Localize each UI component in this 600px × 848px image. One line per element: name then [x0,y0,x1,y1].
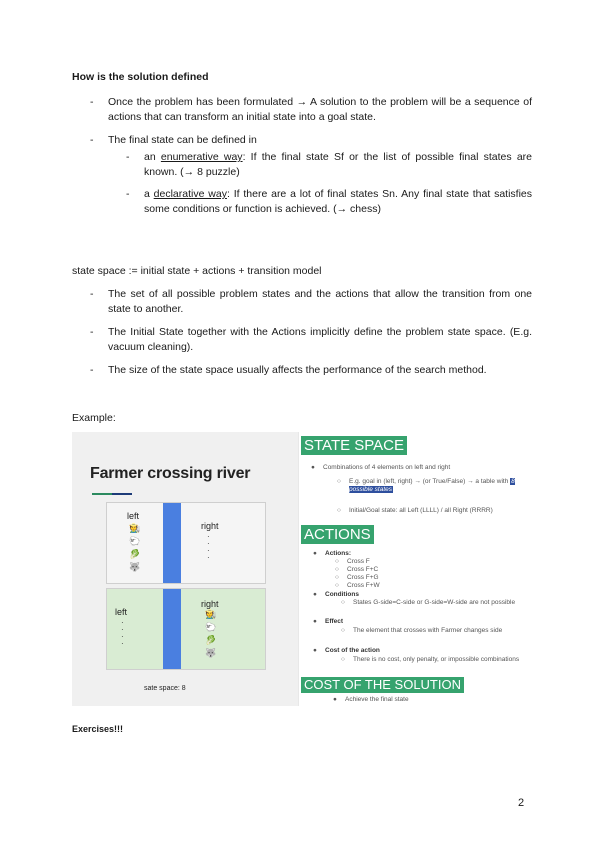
section-heading-state-space: state space := initial state + actions + transition model [72,265,322,277]
state-space-caption: sate space: 8 [144,685,186,692]
circle-bullet-icon: ○ [335,566,339,573]
state-space-line1: Combinations of 4 elements on left and right [323,464,451,471]
action-item: Cross F [347,558,370,565]
state-space-line3: Initial/Goal state: all Left (LLLL) / all Right (RRRR) [349,507,493,514]
dash-marker: - [90,326,94,338]
circle-bullet-icon: ○ [341,599,345,606]
action-item: Cross F+G [347,574,379,581]
dash-marker: - [126,188,130,200]
cost-solution-line1: Achieve the final state [345,696,409,703]
conditions-text: States G-side=C-side or G-side=W-side are not possible [353,599,516,606]
bullet-dot-icon: ● [313,647,317,654]
farmer-slide-image [72,432,298,706]
empty-slots-dots: · · · · [121,618,124,648]
cost-label: Cost of the action [325,647,380,654]
farmer-icon: 🧑‍🌾 [129,523,141,533]
state-space-title: STATE SPACE [301,436,407,455]
dash-marker: - [90,364,94,376]
right-bank-label: right [201,521,219,531]
cabbage-icon: 🥬 [205,635,217,645]
dash-marker: - [90,288,94,300]
right-bank-label: right [201,599,219,609]
left-bank-label: left [115,607,128,617]
conditions-label: Conditions [325,591,359,598]
bullet-text: The Initial State together with the Actions implicitly define the problem state space. (E.g. vacuum cleaning). [108,326,532,353]
circle-bullet-icon: ○ [337,478,341,485]
example-label: Example: [72,412,116,424]
cabbage-icon: 🥬 [129,549,141,559]
effect-text: The element that crosses with Farmer changes side [353,627,503,634]
notes-slide-image [298,432,530,706]
wolf-icon: 🐺 [205,648,217,658]
bullet-dot-icon: ● [313,591,317,598]
highlighted-text: 8 possible states [349,478,515,493]
sub-bullet-item [72,187,532,217]
bullet-dot-icon: ● [311,464,315,471]
bullet-text: The final state can be defined in [108,134,257,146]
effect-label: Effect [325,618,344,625]
bullet-item [72,325,532,355]
bullet-text: Once the problem has been formulated → A solution to the problem will be a sequence of actions that can transform an initial state into a goal state. [108,96,532,123]
bullet-item [72,287,532,317]
circle-bullet-icon: ○ [335,574,339,581]
cost-text: There is no cost, only penalty, or impossible combinations [353,656,520,663]
actions-title: ACTIONS [301,525,374,544]
bullet-dot-icon: ● [313,550,317,557]
sub-bullet-rest: : If the final state Sf or the list of possible final states are known. (→ 8 puzzle) [144,151,533,178]
state-box-initial [106,502,266,584]
river-strip [163,589,181,669]
page-number: 2 [518,797,525,809]
left-bank-label: left [127,511,140,521]
sub-bullet-rest: : If there are a lot of final states Sn. Any final state that satisfies some conditions or function is achieved. (→ chess) [144,188,533,215]
state-space-line2-text: E.g. goal in (left, right) → (or True/False) → a table with [349,478,511,485]
dash-marker: - [90,134,94,146]
farmer-icon: 🧑‍🌾 [205,609,217,619]
bullet-text: The size of the state space usually affects the performance of the search method. [108,364,487,376]
bullet-dot-icon: ● [313,618,317,625]
sub-bullet-item [72,150,532,180]
dash-marker: - [90,96,94,108]
sub-bullet-underlined: enumerative way [160,151,243,163]
bullet-item [72,133,532,148]
goat-icon: 🐑 [129,536,141,546]
bullet-text: The set of all possible problem states and the actions that allow the transition from one state to another. [108,288,532,315]
actions-label: Actions: [325,550,351,557]
state-space-line2 [349,478,525,494]
cost-solution-title: COST OF THE SOLUTION [301,677,464,693]
title-underline-blue [112,493,132,495]
section-heading-solution: How is the solution defined [72,71,209,83]
sub-bullet-prefix: an [144,151,161,163]
sub-bullet-underlined: declarative way [153,188,227,200]
bullet-item [72,95,532,125]
slide-title: Farmer crossing river [90,465,251,482]
bullet-dot-icon: ● [333,696,337,703]
circle-bullet-icon: ○ [337,507,341,514]
state-space-bullet-list [72,287,532,386]
state-box-goal [106,588,266,670]
exercises-label: Exercises!!! [72,724,124,734]
empty-slots-dots: · · · · [207,532,210,562]
circle-bullet-icon: ○ [341,656,345,663]
bullet-item [72,363,532,378]
circle-bullet-icon: ○ [335,582,339,589]
goat-icon: 🐑 [205,622,217,632]
solution-bullet-list [72,95,532,224]
action-item: Cross F+C [347,566,379,573]
dash-marker: - [126,151,130,163]
circle-bullet-icon: ○ [335,558,339,565]
circle-bullet-icon: ○ [341,627,345,634]
sub-bullet-prefix: a [144,188,154,200]
wolf-icon: 🐺 [129,562,141,572]
river-strip [163,503,181,583]
action-item: Cross F+W [347,582,380,589]
